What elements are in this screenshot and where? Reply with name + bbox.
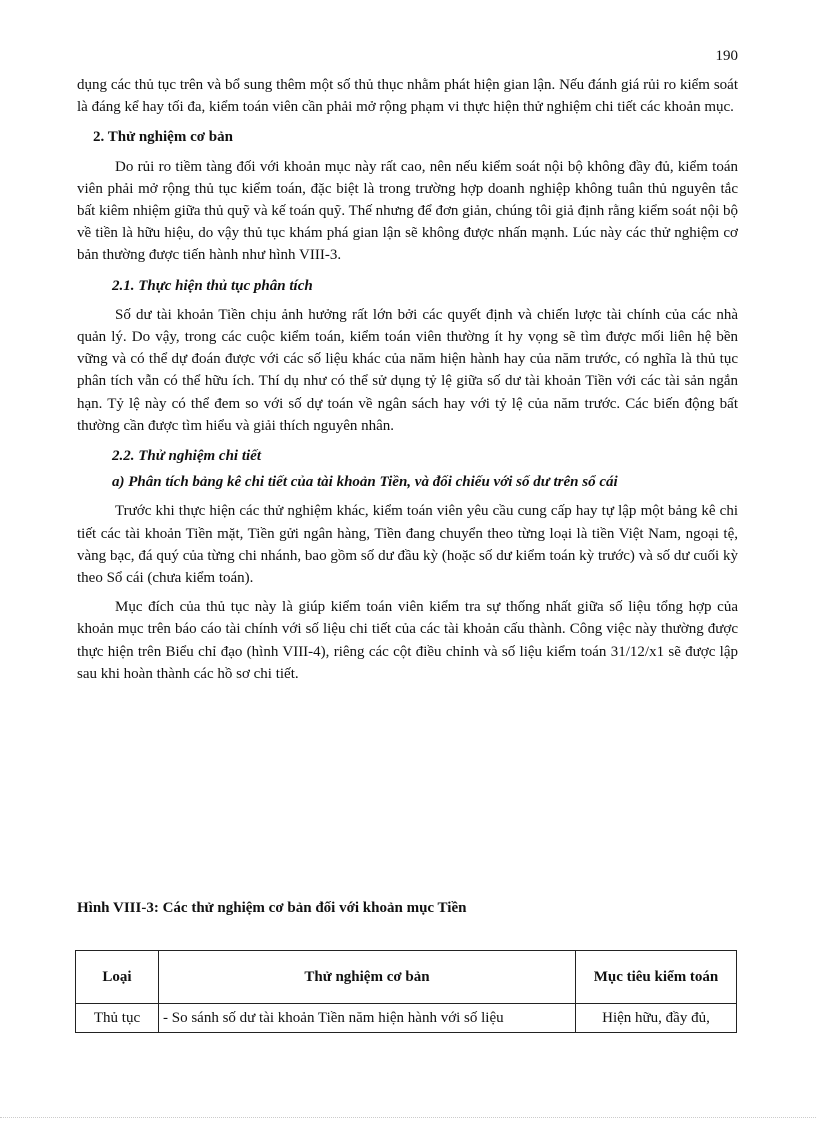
table-row (76, 1004, 737, 1033)
cell-objective: Hiện hữu, đầy đủ, (576, 1004, 737, 1033)
paragraph-a-1: Trước khi thực hiện các thử nghiệm khác, kiểm toán viên yêu cầu cung cấp hay tự lập một bảng kê chi tiết các tài khoản Tiền mặt, Tiền gửi ngân hàng, Tiền đang chuyển theo từng loại là tiền Việt Nam, ngoại tệ, vàng bạc, đá quý của từng chi nhánh, bao gồm số dư đầu kỳ (hoặc số dư kiểm toán kỳ trước) và số dư cuối kỳ theo Sổ cái (chưa kiểm toán). (77, 503, 738, 587)
header-test: Thử nghiệm cơ bản (159, 951, 576, 1004)
table-header-row (76, 951, 737, 1004)
paragraph-section-2: Do rủi ro tiềm tàng đối với khoản mục này rất cao, nên nếu kiểm soát nội bộ không đầy đủ, kiểm toán viên phải mở rộng thủ tục kiểm toán, đặc biệt là trong trường hợp doanh nghiệp không tuân thủ nguyên tắc bất kiêm nhiệm giữa thủ quỹ và kế toán quỹ. Thế nhưng để đơn giản, chúng tôi giả định rằng kiểm soát nội bộ về tiền là hữu hiệu, do vậy thủ tục khám phá gian lận sẽ không được nhấn mạnh. Lúc này các thử nghiệm cơ bản thường được tiến hành như hình VIII-3. (77, 158, 738, 264)
subsection-heading-2-1: 2.1. Thực hiện thủ tục phân tích (112, 277, 313, 294)
figure-caption: Hình VIII-3: Các thử nghiệm cơ bản đối với khoản mục Tiền (77, 900, 467, 916)
header-type: Loại (76, 951, 159, 1004)
procedures-table (75, 950, 737, 1033)
paragraph-section-2-1: Số dư tài khoản Tiền chịu ảnh hưởng rất lớn bởi các quyết định và chiến lược tài chính của các nhà quản lý. Do vậy, trong các cuộc kiểm toán, kiểm toán viên thường ít hy vọng sẽ tìm được mối liên hệ bền vững và có thể dự đoán được với các số liệu khác của năm hiện hành hay của năm trước, có nghĩa là thủ tục phân tích vẫn có thể hữu ích. Thí dụ như có thể sử dụng tỷ lệ giữa số dư tài khoản Tiền với các tài sản ngắn hạn. Tỷ lệ này có thể đem so với số dự toán về ngân sách hay với tỷ lệ của năm trước. Các biến động bất thường cần được tìm hiểu và giải thích nguyên nhân. (77, 306, 738, 434)
body-text (77, 74, 738, 685)
cell-type: Thủ tục (76, 1004, 159, 1033)
intro-paragraph: dụng các thủ tục trên và bổ sung thêm một số thủ thục nhằm phát hiện gian lận. Nếu đánh giá rủi ro kiểm soát là đáng kể hay tối đa, kiểm toán viên cần phải mở rộng phạm vi thực hiện thử nghiệm chi tiết các khoản mục. (77, 77, 738, 116)
section-heading-2: 2. Thử nghiệm cơ bản (93, 129, 233, 146)
page-bottom-edge (0, 1117, 816, 1118)
paragraph-a-2: Mục đích của thủ tục này là giúp kiểm toán viên kiểm tra sự thống nhất giữa số liệu tổng hợp của khoản mục trên báo cáo tài chính với số liệu chi tiết của các tài khoản cấu thành. Công việc này thường được thực hiện trên Biểu chỉ đạo (hình VIII-4), riêng các cột điều chỉnh và số liệu kiểm toán 31/12/x1 sẽ được lập sau khi hoàn thành các hồ sơ chi tiết. (77, 599, 738, 682)
page-number: 190 (715, 48, 738, 64)
subsection-heading-2-2: 2.2. Thử nghiệm chi tiết (112, 448, 261, 465)
header-objective: Mục tiêu kiểm toán (576, 951, 737, 1004)
item-heading-a: a) Phân tích bảng kê chi tiết của tài khoản Tiền, và đối chiếu với số dư trên sổ cái (112, 474, 618, 491)
cell-test: - So sánh số dư tài khoản Tiền năm hiện hành với số liệu (159, 1004, 576, 1033)
